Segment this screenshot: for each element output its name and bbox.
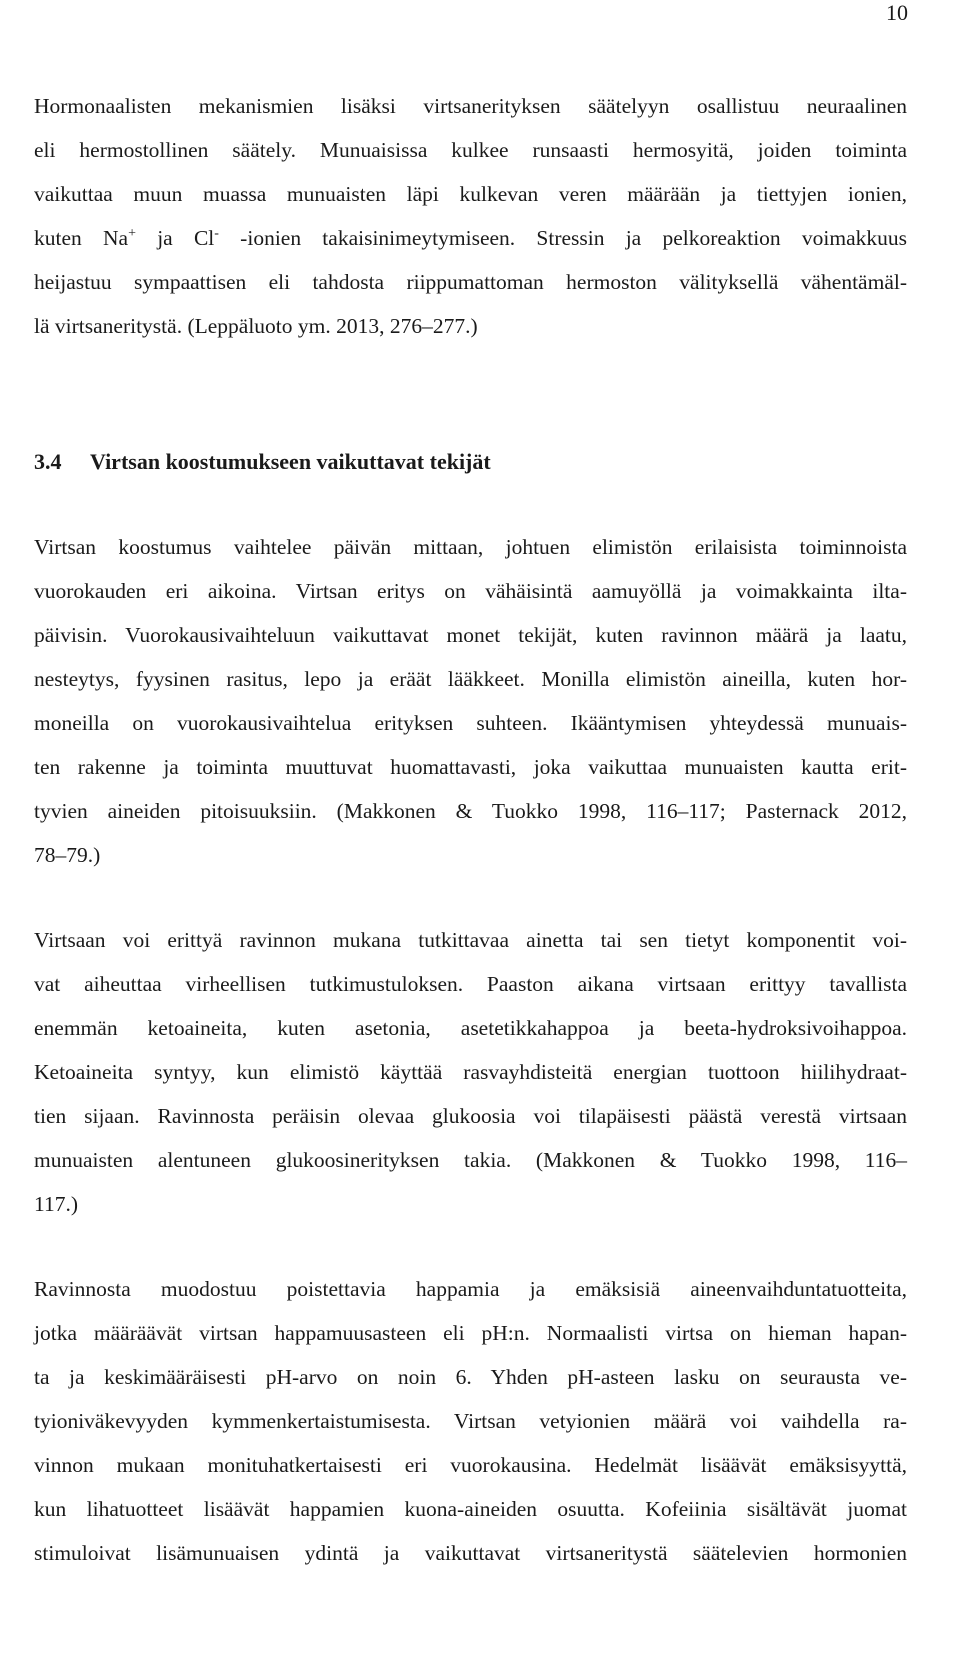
text-line: Virtsan koostumus vaihtelee päivän mittaan, johtuen elimistön erilaisista toiminnoista	[34, 535, 907, 559]
section-heading	[34, 447, 491, 477]
text-line: Hormonaalisten mekanismien lisäksi virtsanerityksen säätelyyn osallistuu neuraalinen	[34, 94, 907, 118]
paragraph-diet-effects	[34, 918, 907, 1226]
text-line: enemmän ketoaineita, kuten asetonia, asetetikkahappoa ja beeta-hydroksivoihappoa.	[34, 1016, 907, 1040]
text-line: kun lihatuotteet lisäävät happamien kuona-aineiden osuutta. Kofeiinia sisältävät juomat	[34, 1497, 907, 1521]
section-title: Virtsan koostumukseen vaikuttavat tekijät	[90, 449, 491, 474]
superscript-plus: +	[128, 226, 136, 241]
text-line: vuorokauden eri aikoina. Virtsan eritys on vähäisintä aamuyöllä ja voimakkainta ilta-	[34, 579, 907, 603]
paragraph-urine-composition	[34, 525, 907, 877]
section-number: 3.4	[34, 449, 62, 474]
text-line: heijastuu sympaattisen eli tahdosta riippumattoman hermoston välityksellä vähentämäl-	[34, 270, 907, 294]
text-fragment: -ionien takaisinimeytymiseen. Stressin ja pelkoreaktion voimakkuus	[218, 226, 907, 250]
text-fragment: kuten Na	[34, 226, 129, 250]
text-line: päivisin. Vuorokausivaihteluun vaikuttavat monet tekijät, kuten ravinnon määrä ja laatu,	[34, 623, 907, 647]
text-line: nesteytys, fyysinen rasitus, lepo ja eräät lääkkeet. Monilla elimistön aineilla, kuten hor-	[34, 667, 907, 691]
text-line: tyioniväkevyyden kymmenkertaistumisesta. Virtsan vetyionien määrä voi vaihdella ra-	[34, 1409, 907, 1433]
paragraph-ph	[34, 1267, 907, 1575]
intro-paragraph	[34, 84, 907, 348]
text-line: vinnon mukaan monituhatkertaisesti eri vuorokausina. Hedelmät lisäävät emäksisyyttä,	[34, 1453, 907, 1477]
text-line: vat aiheuttaa virheellisen tutkimustuloksen. Paaston aikana virtsaan erittyy tavallista	[34, 972, 907, 996]
text-line: stimuloivat lisämunuaisen ydintä ja vaikuttavat virtsaneritystä säätelevien hormonien	[34, 1541, 907, 1565]
text-line: Ketoaineita syntyy, kun elimistö käyttää rasvayhdisteitä energian tuottoon hiilihydraat-	[34, 1060, 907, 1084]
page-number: 10	[886, 0, 908, 25]
text-line: 78–79.)	[34, 843, 101, 867]
text-line: tien sijaan. Ravinnosta peräisin olevaa glukoosia voi tilapäisesti päästä verestä virtsaan	[34, 1104, 907, 1128]
text-line: ta ja keskimääräisesti pH-arvo on noin 6. Yhden pH-asteen lasku on seurausta ve-	[34, 1365, 907, 1389]
text-line: eli hermostollinen säätely. Munuaisissa kulkee runsaasti hermosyitä, joiden toiminta	[34, 138, 907, 162]
text-line: moneilla on vuorokausivaihtelua erityksen suhteen. Ikääntymisen yhteydessä munuais-	[34, 711, 907, 735]
text-line: munuaisten alentuneen glukoosinerityksen takia. (Makkonen & Tuokko 1998, 116–	[34, 1148, 907, 1172]
text-line: lä virtsaneritystä. (Leppäluoto ym. 2013, 276–277.)	[34, 314, 478, 338]
text-line: 117.)	[34, 1192, 78, 1216]
text-line: jotka määräävät virtsan happamuusasteen eli pH:n. Normaalisti virtsa on hieman hapan-	[34, 1321, 907, 1345]
text-line: tyvien aineiden pitoisuuksiin. (Makkonen & Tuokko 1998, 116–117; Pasternack 2012,	[34, 799, 907, 823]
text-line: ten rakenne ja toiminta muuttuvat huomattavasti, joka vaikuttaa munuaisten kautta erit-	[34, 755, 907, 779]
text-line	[34, 216, 907, 260]
text-line: Ravinnosta muodostuu poistettavia happamia ja emäksisiä aineenvaihduntatuotteita,	[34, 1277, 907, 1301]
text-fragment: ja Cl	[135, 226, 215, 250]
text-line: vaikuttaa muun muassa munuaisten läpi kulkevan veren määrään ja tiettyjen ionien,	[34, 182, 907, 206]
superscript-minus: -	[214, 226, 219, 241]
text-line: Virtsaan voi erittyä ravinnon mukana tutkittavaa ainetta tai sen tietyt komponentit voi-	[34, 928, 907, 952]
